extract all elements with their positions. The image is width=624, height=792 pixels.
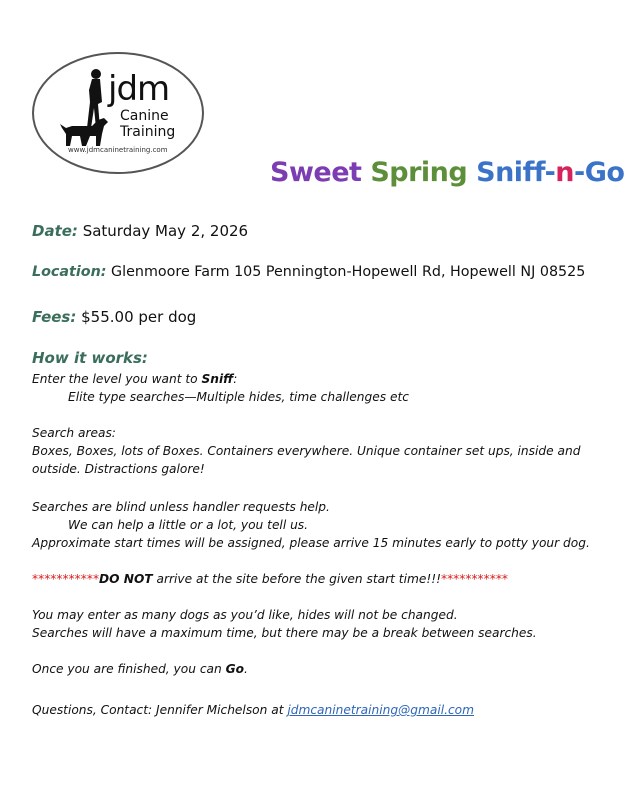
- elite-line: Elite type searches—Multiple hides, time challenges etc: [68, 390, 409, 404]
- date-value: Saturday May 2, 2026: [77, 222, 249, 240]
- location-row: [32, 264, 585, 280]
- start-times-line: Approximate start times will be assigned, please arrive 15 minutes early to potty your dog.: [32, 536, 590, 550]
- search-areas-heading: Search areas:: [32, 426, 116, 440]
- enter-level-line: [32, 370, 237, 388]
- contact-email-link[interactable]: jdmcaninetraining@gmail.com: [287, 703, 474, 717]
- search-areas-line-1: Boxes, Boxes, lots of Boxes. Containers everywhere. Unique container set ups, inside and: [32, 444, 581, 458]
- blind-line: Searches are blind unless handler requests help.: [32, 500, 330, 514]
- how-label: How it works:: [32, 349, 148, 367]
- contact-prefix: Questions, Contact: Jennifer Michelson at: [32, 703, 288, 717]
- dog-and-handler-silhouette-icon: [56, 66, 116, 156]
- warning-line: [32, 570, 508, 588]
- location-label: Location:: [32, 264, 107, 280]
- how-it-works-heading: [32, 349, 148, 367]
- logo: [32, 52, 204, 174]
- date-row: [32, 222, 248, 240]
- warning-stars-right: ***********: [440, 572, 509, 586]
- warning-stars-left: ***********: [32, 572, 100, 586]
- finish-line: [32, 660, 248, 678]
- finish-prefix: Once you are finished, you can: [32, 662, 226, 676]
- logo-line-canine: Canine: [120, 108, 169, 124]
- fees-row: [32, 308, 196, 326]
- fees-value: $55.00 per dog: [76, 308, 197, 326]
- contact-line: [32, 701, 474, 719]
- logo-line-training: Training: [120, 124, 176, 140]
- warning-bold: DO NOT: [99, 572, 153, 586]
- search-areas-line-2: outside. Distractions galore!: [32, 462, 205, 476]
- location-value: Glenmoore Farm 105 Pennington-Hopewell Rd, Hopewell NJ 08525: [106, 264, 586, 280]
- finish-bold: Go: [225, 662, 244, 676]
- logo-url: www.jdmcaninetraining.com: [68, 146, 168, 154]
- date-label: Date:: [32, 222, 78, 240]
- fees-label: Fees:: [32, 308, 77, 326]
- title-word-sniff: Sniff-: [476, 157, 556, 188]
- title-word-go: -Go: [574, 157, 624, 188]
- warning-text: arrive at the site before the given start time!!!: [152, 572, 441, 586]
- logo-brand: jdm: [108, 69, 170, 109]
- enter-prefix: Enter the level you want to: [32, 372, 202, 386]
- enter-suffix: :: [233, 372, 238, 386]
- page-title: [270, 157, 624, 188]
- finish-suffix: .: [243, 662, 248, 676]
- enter-bold: Sniff: [201, 372, 234, 386]
- title-word-n: n: [555, 157, 575, 188]
- dogs-line: You may enter as many dogs as you’d like, hides will not be changed.: [32, 608, 458, 622]
- title-word-spring: Spring: [370, 157, 468, 188]
- help-line: We can help a little or a lot, you tell us.: [68, 518, 309, 532]
- max-time-line: Searches will have a maximum time, but there may be a break between searches.: [32, 626, 537, 640]
- title-word-sweet: Sweet: [270, 157, 362, 188]
